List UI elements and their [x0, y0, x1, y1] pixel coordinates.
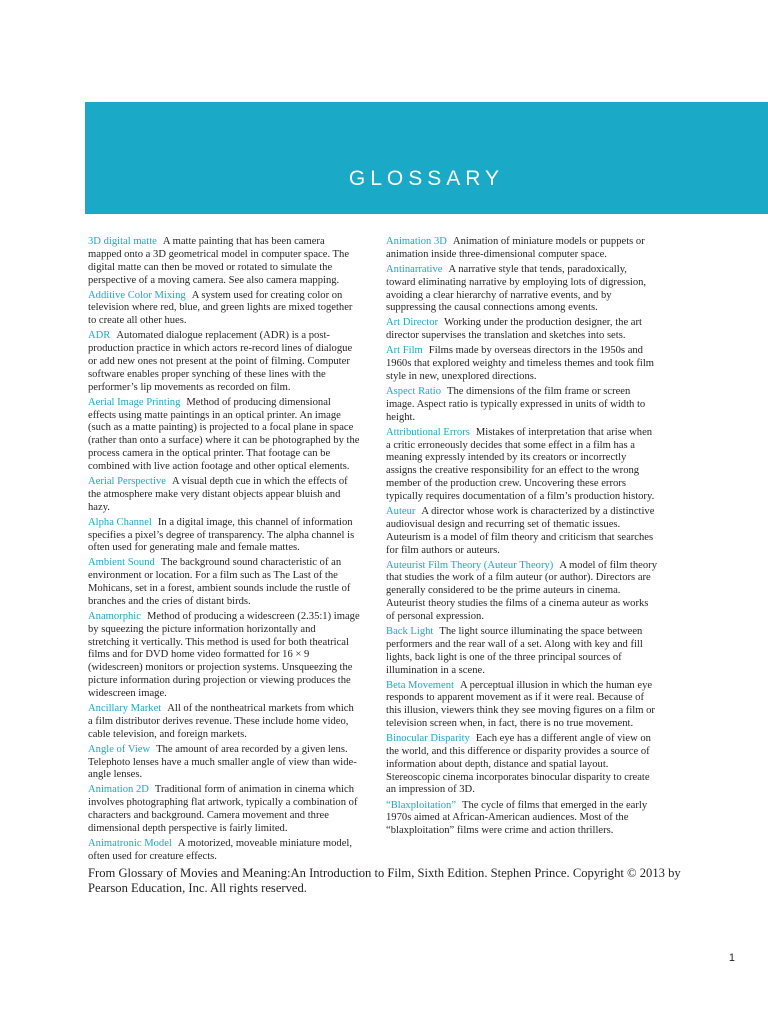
glossary-term: Binocular Disparity: [386, 733, 470, 745]
glossary-term: “Blaxploitation”: [386, 799, 457, 811]
glossary-entry: [386, 506, 658, 557]
glossary-definition: A system used for creating color on television where red, blue, and green lights are mixed together to create all other hues.: [88, 289, 353, 327]
page-number: 1: [728, 952, 735, 964]
glossary-definition: The background sound characteristic of an environment or location. For a film such as The Last of the Mohicans, set in a forest, ambient sounds include the rustle of branches and the cries of distant birds.: [88, 557, 351, 607]
glossary-column-right: [386, 236, 658, 840]
glossary-term: Art Director: [386, 317, 439, 329]
glossary-column-left: [88, 236, 360, 866]
glossary-term: Ancillary Market: [88, 703, 162, 715]
glossary-definition: A perceptual illusion in which the human eye responds to apparent movement as if it were real. Because of this illusion, viewers think they see moving figures on a film or television screen when, in fact, there is no true movement.: [386, 679, 655, 730]
glossary-definition: The dimensions of the film frame or screen image. Aspect ratio is typically expressed in units of width to height.: [386, 386, 646, 423]
glossary-entry: [386, 560, 658, 624]
glossary-definition: Each eye has a different angle of view on the world, and this difference or disparity provides a source of information about depth, distance and spatial layout. Stereoscopic cinema incorporates binocular disparity to create an impression of 3D.: [386, 733, 651, 796]
glossary-term: Additive Color Mixing: [88, 289, 186, 301]
glossary-definition: Method of producing dimensional effects using matte paintings in an optical printer. An image (such as a matte painting) is projected to a focal plane in space (rather than onto a surface) where it can be photographed by the process camera in the optical printer. That footage can be combined with live action footage and other optical elements.: [88, 396, 360, 472]
glossary-term: Aerial Image Printing: [88, 396, 181, 408]
glossary-entry: [386, 427, 658, 504]
glossary-definition: The light source illuminating the space between performers and the rear wall of a set. Along with key and fill lights, back light is one of the three principal sources of illumination in a scene.: [386, 625, 643, 676]
glossary-definition: Automated dialogue replacement (ADR) is a post-production practice in which actors re-record lines of dialogue or add new ones not present at the point of filming. Computer software enables proper synching of these lines with the performer’s lip movements as recorded on film.: [88, 330, 353, 393]
glossary-term: Art Film: [386, 345, 423, 357]
glossary-definition: The amount of area recorded by a given lens. Telephoto lenses have a much smaller angle of view than wide-angle lenses.: [88, 743, 357, 781]
glossary-definition: A visual depth cue in which the effects of the atmosphere make very distant objects appear bluish and hazy.: [88, 475, 348, 513]
glossary-entry: [386, 264, 658, 315]
glossary-term: Aspect Ratio: [386, 386, 442, 398]
glossary-banner: [85, 102, 768, 214]
glossary-entry: [88, 290, 360, 329]
glossary-definition: The cycle of films that emerged in the early 1970s aimed at African-American audiences. Most of the “blaxploitation” films were crime and action thrillers.: [386, 799, 648, 837]
glossary-entry: [88, 703, 360, 742]
glossary-definition: A matte painting that has been camera mapped onto a 3D geometrical model in computer space. The digital matte can then be moved or rotated to simulate the perspective of a moving camera. See also camera mapping.: [88, 236, 350, 286]
glossary-definition: Working under the production designer, the art director supervises the translation and sketches into sets.: [386, 317, 642, 342]
glossary-term: Aerial Perspective: [88, 475, 166, 487]
glossary-definition: A motorized, moveable miniature model, often used for creature effects.: [88, 838, 353, 862]
glossary-entry: [88, 784, 360, 835]
glossary-definition: Traditional form of animation in cinema which involves photographing flat artwork, typically a combination of characters and background. Camera movement and three dimensional depth perspective is fairly limited.: [88, 784, 358, 834]
glossary-entry: [88, 744, 360, 783]
glossary-entry: [88, 611, 360, 701]
glossary-entry: [386, 345, 658, 384]
glossary-term: ADR: [88, 330, 111, 342]
copyright-footer: From Glossary of Movies and Meaning:An Introduction to Film, Sixth Edition. Stephen Prince. Copyright © 2013 by Pearson Education, Inc. All rights reserved.: [88, 866, 681, 896]
glossary-entry: [88, 557, 360, 608]
glossary-term: Auteurist Film Theory (Auteur Theory): [386, 559, 554, 571]
glossary-entry: [386, 236, 658, 262]
glossary-entry: [386, 317, 658, 343]
glossary-entry: [386, 626, 658, 677]
glossary-term: Antinarrative: [386, 263, 443, 275]
glossary-entry: [88, 330, 360, 394]
glossary-term: Alpha Channel: [88, 516, 152, 528]
glossary-definition: A director whose work is characterized by a distinctive audiovisual design and recurring set of thematic issues. Auteurism is a model of film theory and criticism that searches for film authors or auteurs.: [386, 506, 655, 556]
glossary-entry: [386, 800, 658, 839]
glossary-definition: Animation of miniature models or puppets or animation inside three-dimensional computer space.: [386, 236, 645, 260]
glossary-definition: Method of producing a widescreen (2.35:1) image by squeezing the picture information horizontally and stretching it vertically. This method is used for both theatrical films and for DVD home video formatted for 16 × 9 (widescreen) monitors or projection systems. Unsqueezing the picture information during projection or viewing produces the widescreen image.: [88, 610, 360, 699]
glossary-term: Animation 3D: [386, 236, 447, 247]
glossary-entry: [386, 733, 658, 797]
glossary-entry: [386, 680, 658, 731]
glossary-term: Auteur: [386, 506, 416, 517]
glossary-term: Ambient Sound: [88, 557, 155, 569]
glossary-definition: All of the nontheatrical markets from which a film distributor derives revenue. These include home video, cable television, and foreign markets.: [88, 703, 354, 740]
glossary-term: Angle of View: [88, 743, 151, 755]
glossary-term: Animatronic Model: [88, 838, 172, 850]
glossary-entry: [88, 476, 360, 515]
glossary-term: Attributional Errors: [386, 426, 470, 438]
glossary-entry: [88, 517, 360, 556]
glossary-definition: Films made by overseas directors in the 1950s and 1960s that explored weighty and timeless themes and took film style in new, unexplored directions.: [386, 345, 655, 382]
glossary-term: 3D digital matte: [88, 236, 157, 247]
glossary-definition: In a digital image, this channel of information specifies a pixel’s degree of transparency. The alpha channel is often used for generating male and female mattes.: [88, 516, 355, 554]
glossary-definition: Mistakes of interpretation that arise when a critic erroneously decides that some effect in a film has a meaning expressly intended by its creators or incorrectly assigns the creative responsibility for an effect to the wrong member of the production crew. Uncovering these errors typically requires documentation of a film’s production history.: [386, 426, 655, 502]
glossary-definition: A narrative style that tends, paradoxically, toward eliminating narrative by employing lots of digression, avoiding a clear hierarchy of narrative events, and by suppressing the causal connections among events.: [386, 263, 647, 314]
glossary-term: Back Light: [386, 625, 434, 637]
glossary-term: Beta Movement: [386, 679, 454, 691]
glossary-entry: [88, 838, 360, 864]
glossary-entry: [88, 236, 360, 287]
glossary-term: Animation 2D: [88, 784, 149, 796]
glossary-term: Anamorphic: [88, 610, 141, 622]
glossary-definition: A model of film theory that studies the work of a film auteur (or author). Directors are generally considered to be the prime auteurs in cinema. Auteurist theory studies the films of a cinema auteur as works of personal expression.: [386, 559, 657, 622]
page-title: GLOSSARY: [348, 167, 505, 190]
glossary-entry: [88, 397, 360, 474]
glossary-entry: [386, 386, 658, 425]
